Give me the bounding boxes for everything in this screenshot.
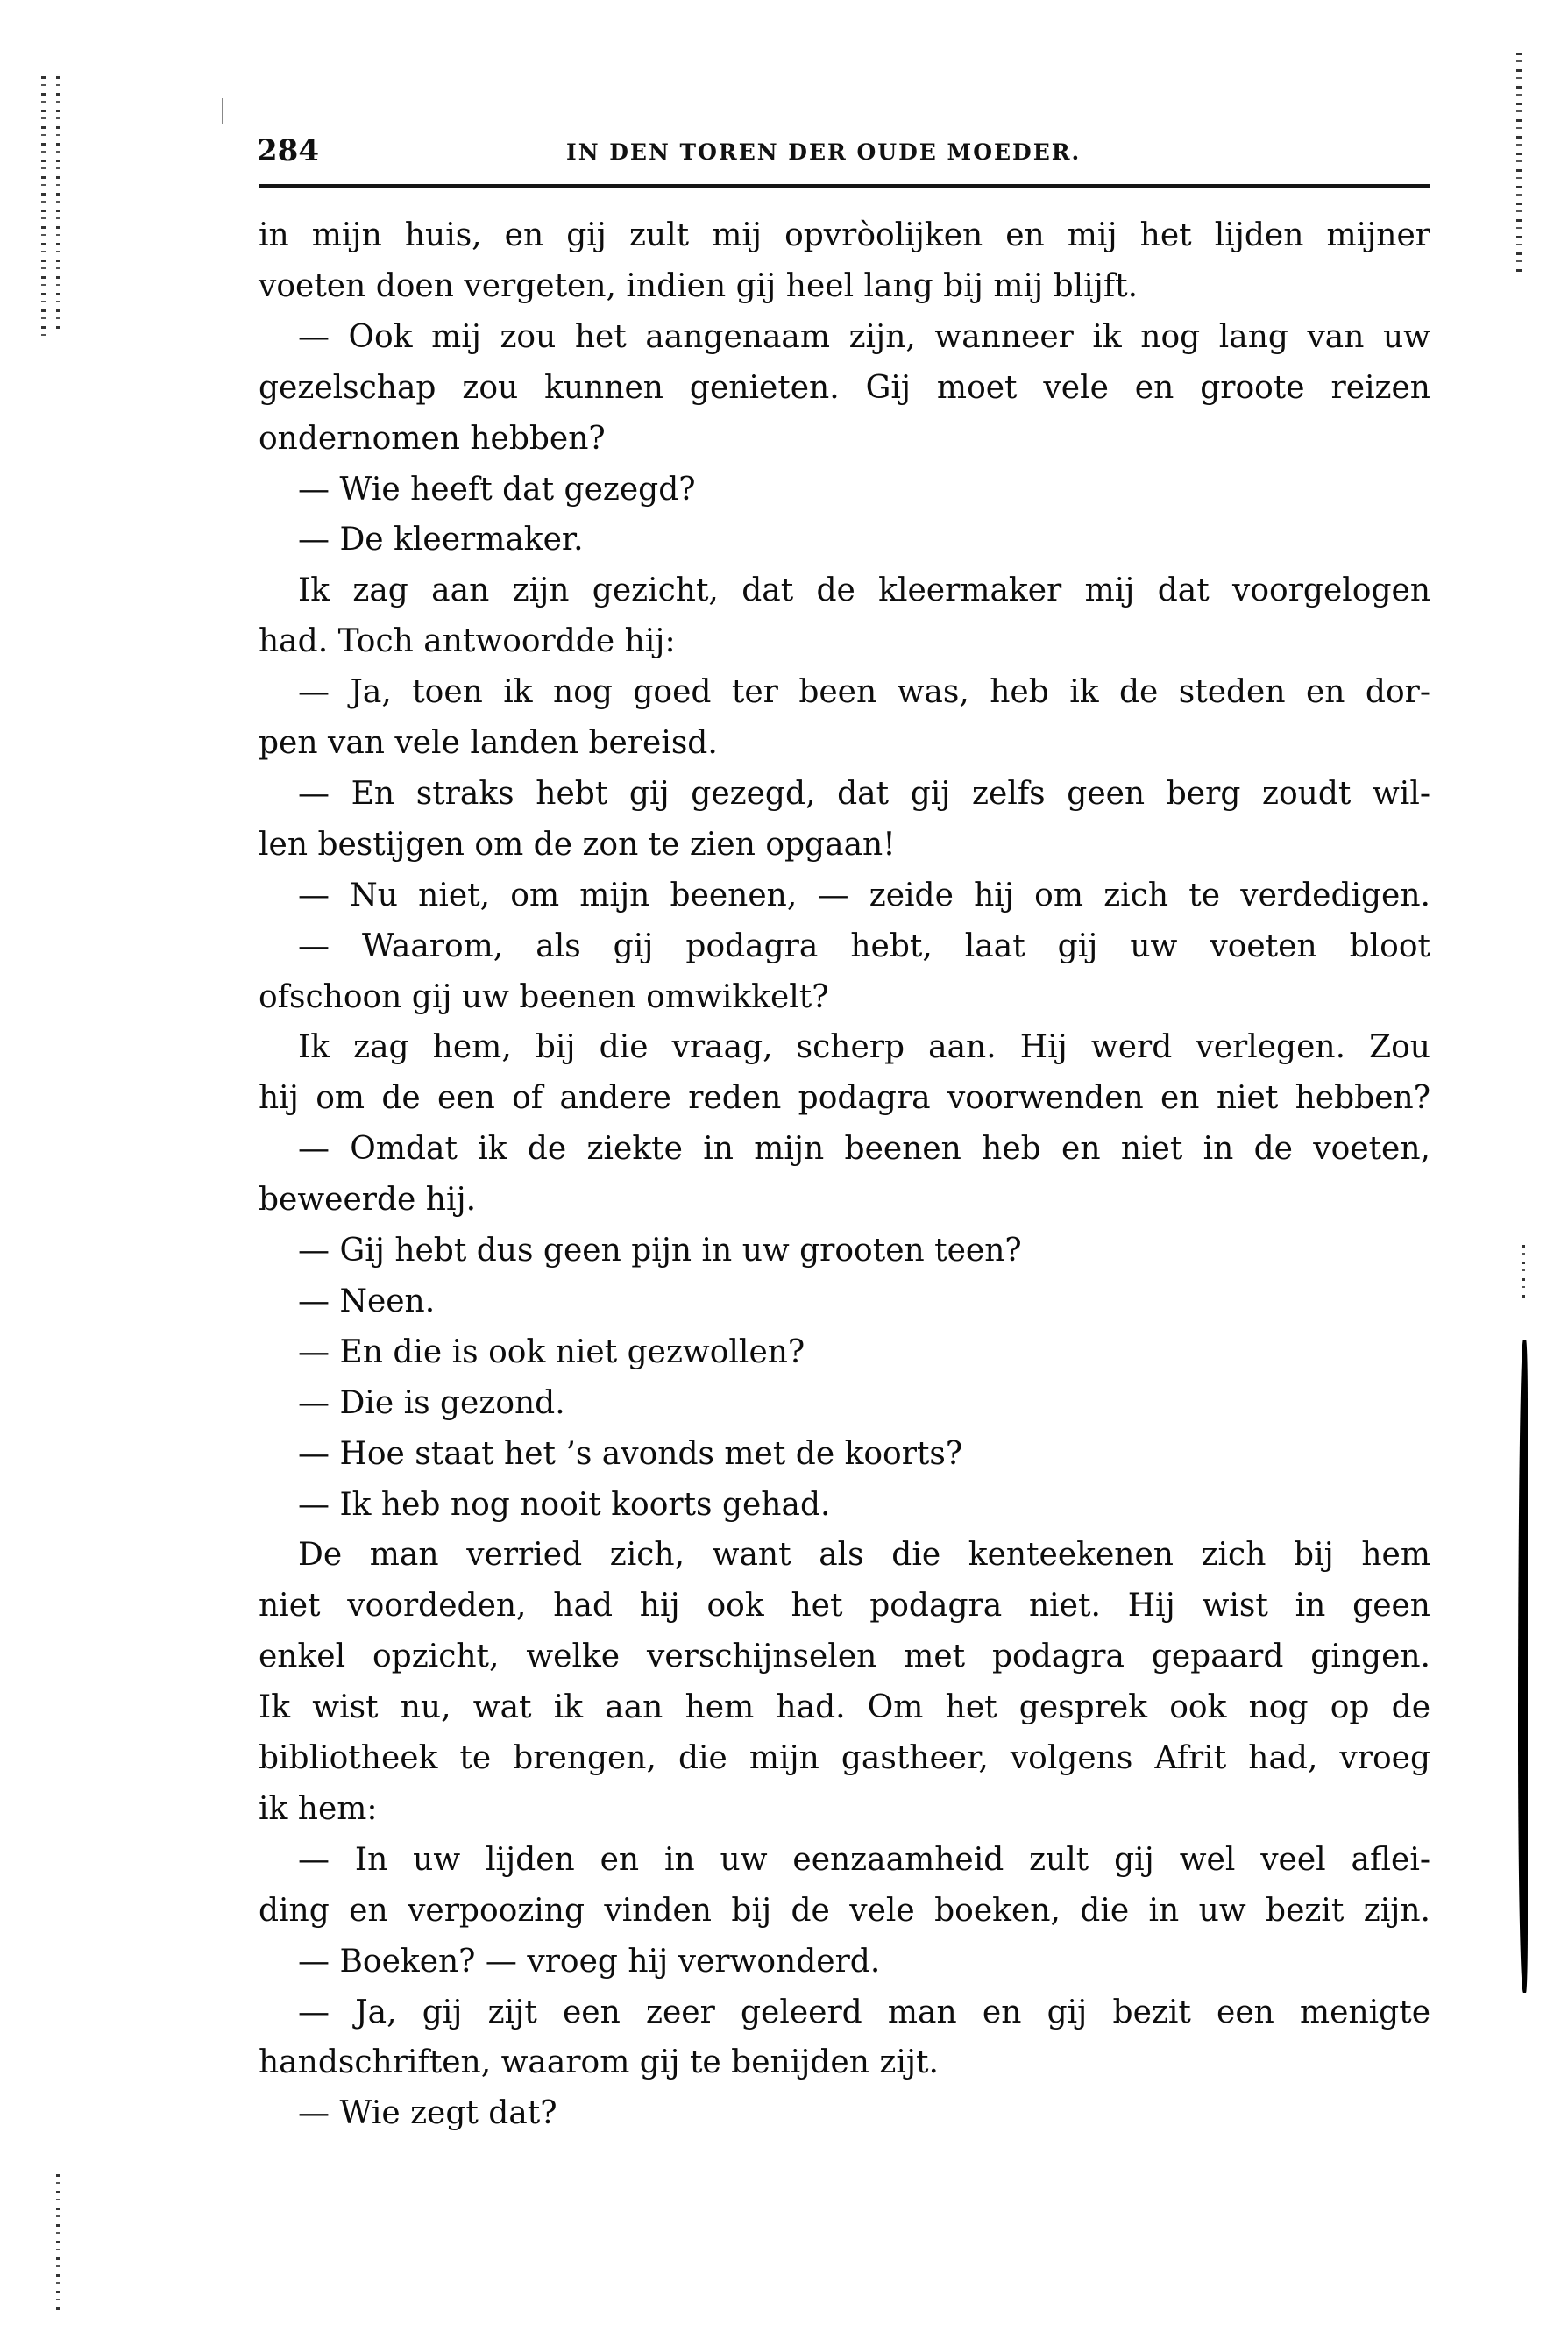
- running-title: IN DEN TOREN DER OUDE MOEDER.: [566, 139, 1082, 165]
- text-line: ofschoon gij uw beenen omwikkelt?: [259, 979, 829, 1015]
- text-line: ondernomen hebben?: [259, 421, 606, 457]
- text-line: — Ja, gij zijt een zeer geleerd man en gij bezit een menigte: [298, 1994, 1430, 2030]
- text-line: ding en verpoozing vinden bij de vele boeken, die in uw bezit zijn.: [259, 1893, 1430, 1929]
- right-margin-binding-shadow: [1518, 1340, 1528, 1993]
- text-line: — Omdat ik de ziekte in mijn beenen heb en niet in de voeten,: [298, 1131, 1430, 1167]
- text-line: Ik wist nu, wat ik aan hem had. Om het gesprek ook nog op de: [259, 1689, 1430, 1725]
- text-line: — In uw lijden en in uw eenzaamheid zult gij wel veel aflei-: [298, 1842, 1430, 1878]
- text-line: — Waarom, als gij podagra hebt, laat gij uw voeten bloot: [298, 928, 1430, 964]
- text-line: — Ik heb nog nooit koorts gehad.: [298, 1487, 831, 1523]
- text-line: — Die is gezond.: [298, 1385, 565, 1421]
- text-line: Ik zag aan zijn gezicht, dat de kleermaker mij dat voorgelogen: [298, 572, 1430, 608]
- header-rule: [259, 184, 1430, 188]
- text-line: beweerde hij.: [259, 1182, 477, 1218]
- text-line: — Nu niet, om mijn beenen, — zeide hij om zich te verdedigen.: [298, 878, 1430, 914]
- text-line: ik hem:: [259, 1791, 378, 1827]
- text-line: — En straks hebt gij gezegd, dat gij zelfs geen berg zoudt wil-: [298, 776, 1430, 812]
- right-margin-scan-artifact: [1522, 1245, 1525, 1298]
- text-line: — De kleermaker.: [298, 522, 584, 558]
- text-line: — Wie zegt dat?: [298, 2095, 557, 2131]
- left-margin-scan-artifact: [41, 76, 46, 339]
- text-line: hij om de een of andere reden podagra voorwenden en niet hebben?: [259, 1080, 1430, 1116]
- right-margin-scan-artifact: [1516, 53, 1522, 272]
- text-line: — Boeken? — vroeg hij verwonderd.: [298, 1944, 881, 1980]
- text-line: gezelschap zou kunnen genieten. Gij moet vele en groote reizen: [259, 370, 1430, 406]
- left-margin-scan-artifact: [56, 2174, 60, 2314]
- text-line: — Ook mij zou het aangenaam zijn, wanneer ik nog lang van uw: [298, 319, 1430, 355]
- text-line: had. Toch antwoordde hij:: [259, 623, 676, 659]
- text-line: — En die is ook niet gezwollen?: [298, 1334, 805, 1370]
- text-line: in mijn huis, en gij zult mij opvròolijken en mij het lijden mijner: [259, 217, 1430, 253]
- text-line: pen van vele landen bereisd.: [259, 725, 718, 761]
- text-line: voeten doen vergeten, indien gij heel lang bij mij blijft.: [259, 268, 1139, 304]
- text-line: bibliotheek te brengen, die mijn gastheer, volgens Afrit had, vroeg: [259, 1740, 1430, 1776]
- left-margin-scan-artifact: [56, 76, 60, 331]
- text-line: De man verried zich, want als die kenteekenen zich bij hem: [298, 1537, 1430, 1573]
- text-line: handschriften, waarom gij te benijden zijt.: [259, 2044, 939, 2080]
- text-line: — Neen.: [298, 1283, 436, 1319]
- text-line: — Ja, toen ik nog goed ter been was, heb ik de steden en dor-: [298, 674, 1430, 710]
- top-left-scan-mark: [222, 98, 223, 124]
- text-line: len bestijgen om de zon te zien opgaan!: [259, 827, 896, 863]
- text-line: niet voordeden, had hij ook het podagra niet. Hij wist in geen: [259, 1588, 1430, 1624]
- text-line: — Wie heeft dat gezegd?: [298, 472, 696, 508]
- text-line: enkel opzicht, welke verschijnselen met podagra gepaard gingen.: [259, 1639, 1430, 1674]
- text-line: Ik zag hem, bij die vraag, scherp aan. Hij werd verlegen. Zou: [298, 1029, 1430, 1065]
- page-number: 284: [257, 133, 319, 168]
- text-line: — Hoe staat het ’s avonds met de koorts?: [298, 1436, 963, 1472]
- text-line: — Gij hebt dus geen pijn in uw grooten teen?: [298, 1233, 1022, 1269]
